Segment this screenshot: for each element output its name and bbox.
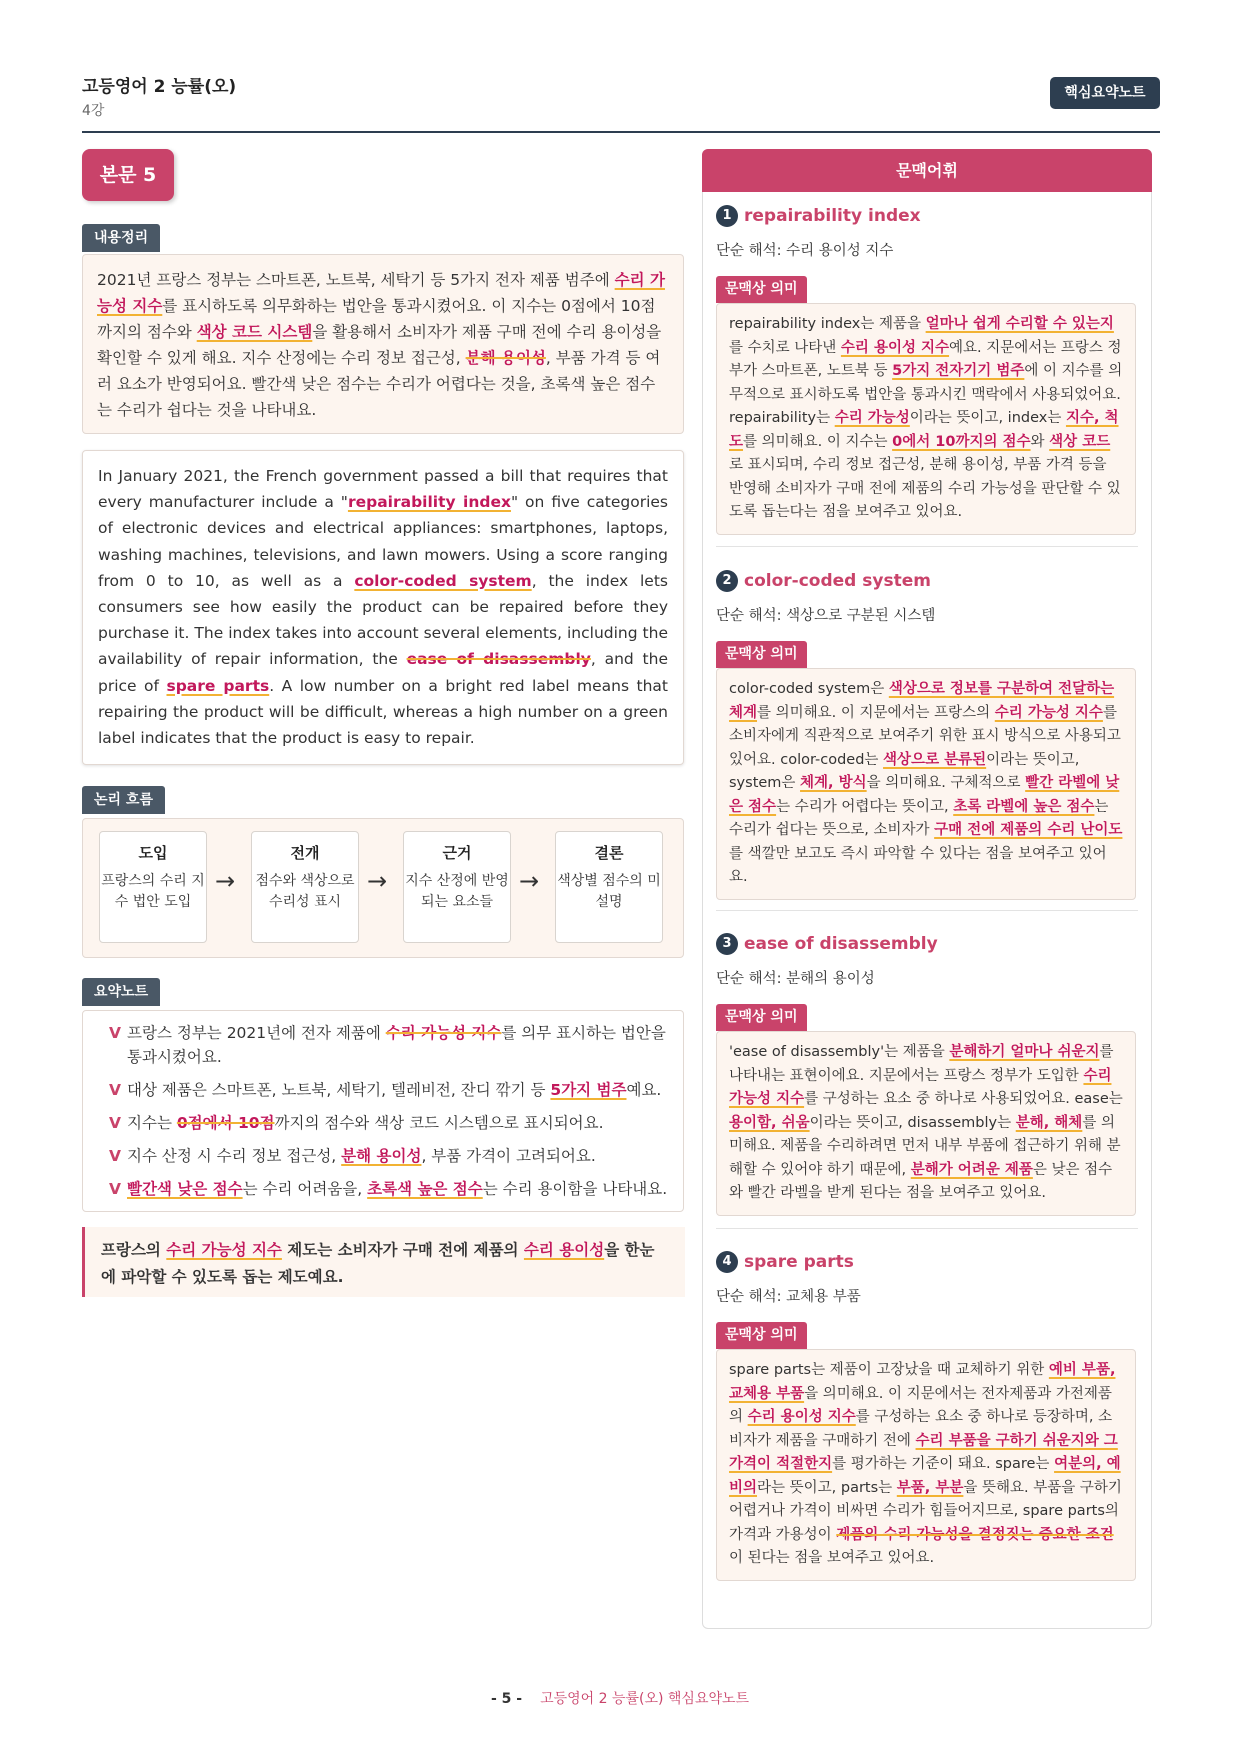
vocab-term: color-coded system [744, 571, 931, 591]
simple-translation: 단순 해석: 교체용 부품 [716, 1289, 861, 1305]
flow-card-body: 점수와 색상으로 수리성 표시 [255, 873, 355, 910]
check-v-icon: V [109, 1147, 121, 1165]
summary-notes-box [82, 1010, 684, 1212]
key-point-box [82, 1227, 685, 1297]
vocab-divider [716, 1228, 1138, 1229]
flow-card-development [251, 831, 359, 943]
flow-card-body: 지수 산정에 반영되는 요소들 [405, 873, 509, 910]
vocab-entry-3 [716, 933, 1136, 1216]
vocab-term: spare parts [744, 1252, 854, 1272]
note-item: V 지수는 0점에서 10점까지의 점수와 색상 코드 시스템으로 표시되어요. [97, 1111, 669, 1135]
context-meaning-box: repairability index는 제품을 얼마나 쉽게 수리할 수 있는지를 수치로 나타낸 수리 용이성 지수예요. 지문에서는 프랑스 정부가 스마트폰, 노트북 등 5가지 전자기기 범주에 이 지수를 의무적으로 표시하도록 법안을 통과시킨 맥락에서 사용되었어요. repairability는 수리 가능성이라는 뜻이고, index는 지수, 척도를 의미해요. 이 지수는 0에서 10까지의 점수와 색상 코드로 표시되며, 수리 정보 접근성, 분해 용이성, 부품 가격 등을 반영해 소비자가 구매 전에 제품의 수리 가능성을 판단할 수 있도록 돕는다는 점을 보여주고 있어요. [716, 303, 1136, 535]
flow-card-head: 전개 [290, 844, 320, 862]
simple-translation: 단순 해석: 색상으로 구분된 시스템 [716, 608, 936, 624]
notes-tag: 요약노트 [82, 978, 160, 1006]
header-badge: 핵심요약노트 [1050, 77, 1160, 109]
vocab-entry-4 [716, 1251, 1136, 1581]
simple-translation: 단순 해석: 분해의 용이성 [716, 971, 875, 987]
vocab-number: 4 [716, 1251, 738, 1273]
footer-text: 고등영어 2 능률(오) 핵심요약노트 [540, 1691, 750, 1707]
vocab-number: 1 [716, 205, 738, 227]
flow-arrow-icon: → [215, 867, 236, 895]
section-badge: 본문 5 [82, 149, 174, 201]
english-passage-box [82, 450, 684, 765]
flow-card-evidence [403, 831, 511, 943]
note-item: V 지수 산정 시 수리 정보 접근성, 분해 용이성, 부품 가격이 고려되어요. [97, 1144, 669, 1168]
flow-card-conclusion [555, 831, 663, 943]
context-meaning-box: color-coded system은 색상으로 정보를 구분하여 전달하는 체계를 의미해요. 이 지문에서는 프랑스의 수리 가능성 지수를 소비자에게 직관적으로 보여주기 위한 표시 방식으로 사용되고 있어요. color-coded는 색상으로 분류된이라는 뜻이고, system은 체계, 방식을 의미해요. 구체적으로 빨간 라벨에 낮은 점수는 수리가 어렵다는 뜻이고, 초록 라벨에 높은 점수는 수리가 쉽다는 뜻으로, 소비자가 구매 전에 제품의 수리 난이도를 색깔만 보고도 즉시 파악할 수 있다는 점을 보여주고 있어요. [716, 668, 1136, 900]
vocab-term: ease of disassembly [744, 934, 938, 954]
meaning-tag: 문맥상 의미 [716, 1004, 807, 1031]
doc-title: 고등영어 2 능률(오) [82, 77, 237, 97]
simple-translation: 단순 해석: 수리 용이성 지수 [716, 243, 894, 259]
vocab-number: 3 [716, 933, 738, 955]
meaning-tag: 문맥상 의미 [716, 1322, 807, 1349]
flow-card-body: 프랑스의 수리 지수 법안 도입 [101, 873, 205, 910]
check-v-icon: V [109, 1114, 121, 1132]
context-meaning-box: 'ease of disassembly'는 제품을 분해하기 얼마나 쉬운지를 나타내는 표현이에요. 지문에서는 프랑스 정부가 도입한 수리 가능성 지수를 구성하는 요소 중 하나로 사용되었어요. ease는 용이함, 쉬움이라는 뜻이고, disassembly는 분해, 해체를 의미해요. 제품을 수리하려면 먼저 내부 부품에 접근하기 위해 분해할 수 있어야 하기 때문에, 분해가 어려운 제품은 낮은 점수와 빨간 라벨을 받게 된다는 점을 보여주고 있어요. [716, 1031, 1136, 1216]
korean-summary-box [82, 254, 684, 434]
flow-card-head: 도입 [138, 844, 168, 862]
lesson-label: 4강 [82, 103, 105, 119]
vocab-number: 2 [716, 570, 738, 592]
note-item: V 대상 제품은 스마트폰, 노트북, 세탁기, 텔레비전, 잔디 깎기 등 5가지 범주예요. [97, 1078, 669, 1102]
logic-flow-box [82, 818, 684, 958]
vocab-panel-title: 문맥어휘 [702, 149, 1152, 192]
flow-card-body: 색상별 점수의 미 설명 [557, 873, 661, 910]
note-item: V 프랑스 정부는 2021년에 전자 제품에 수리 가능성 지수를 의무 표시하는 법안을 통과시켰어요. [97, 1021, 669, 1069]
page-footer [0, 1688, 1240, 1708]
check-v-icon: V [109, 1081, 121, 1099]
flow-card-head: 근거 [442, 844, 472, 862]
vocab-divider [716, 910, 1138, 911]
vocab-divider [716, 546, 1138, 547]
note-item: V 빨간색 낮은 점수는 수리 어려움을, 초록색 높은 점수는 수리 용이함을 나타내요. [97, 1177, 669, 1201]
flow-arrow-icon: → [519, 867, 540, 895]
vocab-entry-1 [716, 205, 1136, 535]
flow-tag: 논리 흐름 [82, 786, 165, 814]
flow-card-head: 결론 [594, 844, 624, 862]
meaning-tag: 문맥상 의미 [716, 641, 807, 668]
vocab-term: repairability index [744, 206, 921, 226]
summary-tag: 내용정리 [82, 224, 160, 252]
header-divider [82, 131, 1160, 133]
check-v-icon: V [109, 1180, 121, 1198]
english-passage-text: In January 2021, the French government passed a bill that requires that every manufacturer include a "repairability index" on five categories of electronic devices and electrical appliances: smartphones, laptops, washing machines, televisions, and lawn mowers. Using a score ranging from 0 to 10, as well as a color-coded system, the index lets consumers see how easily the product can be repaired before they purchase it. The index takes into account several elements, including the availability of repair information, the ease of disassembly, and the price of spare parts. A low number on a bright red label means that repairing the product will be difficult, whereas a high number on a green label indicates that the product is easy to repair. [98, 467, 668, 748]
meaning-tag: 문맥상 의미 [716, 276, 807, 303]
key-point-text: 프랑스의 수리 가능성 지수 제도는 소비자가 구매 전에 제품의 수리 용이성을 한눈에 파악할 수 있도록 돕는 제도예요. [101, 1241, 655, 1286]
flow-card-intro [99, 831, 207, 943]
page-number: - 5 - [490, 1691, 523, 1707]
flow-arrow-icon: → [367, 867, 388, 895]
vocab-entry-2 [716, 570, 1136, 900]
check-v-icon: V [109, 1024, 121, 1042]
context-meaning-box: spare parts는 제품이 고장났을 때 교체하기 위한 예비 부품, 교체용 부품을 의미해요. 이 지문에서는 전자제품과 가전제품의 수리 용이성 지수를 구성하는 요소 중 하나로 등장하며, 소비자가 제품을 구매하기 전에 수리 부품을 구하기 쉬운지와 그 가격이 적절한지를 평가하는 기준이 돼요. spare는 여분의, 예비의라는 뜻이고, parts는 부품, 부분을 뜻해요. 부품을 구하기 어렵거나 가격이 비싸면 수리가 힘들어지므로, spare parts의 가격과 가용성이 제품의 수리 가능성을 결정짓는 중요한 조건이 된다는 점을 보여주고 있어요. [716, 1349, 1136, 1581]
korean-summary-text: 2021년 프랑스 정부는 스마트폰, 노트북, 세탁기 등 5가지 전자 제품 범주에 수리 가능성 지수를 표시하도록 의무화하는 법안을 통과시켰어요. 이 지수는 0점에서 10점까지의 점수와 색상 코드 시스템을 활용해서 소비자가 제품 구매 전에 수리 용이성을 확인할 수 있게 해요. 지수 산정에는 수리 정보 접근성, 분해 용이성, 부품 가격 등 여러 요소가 반영되어요. 빨간색 낮은 점수는 수리가 어렵다는 것을, 초록색 높은 점수는 수리가 쉽다는 것을 나타내요. [97, 271, 665, 419]
